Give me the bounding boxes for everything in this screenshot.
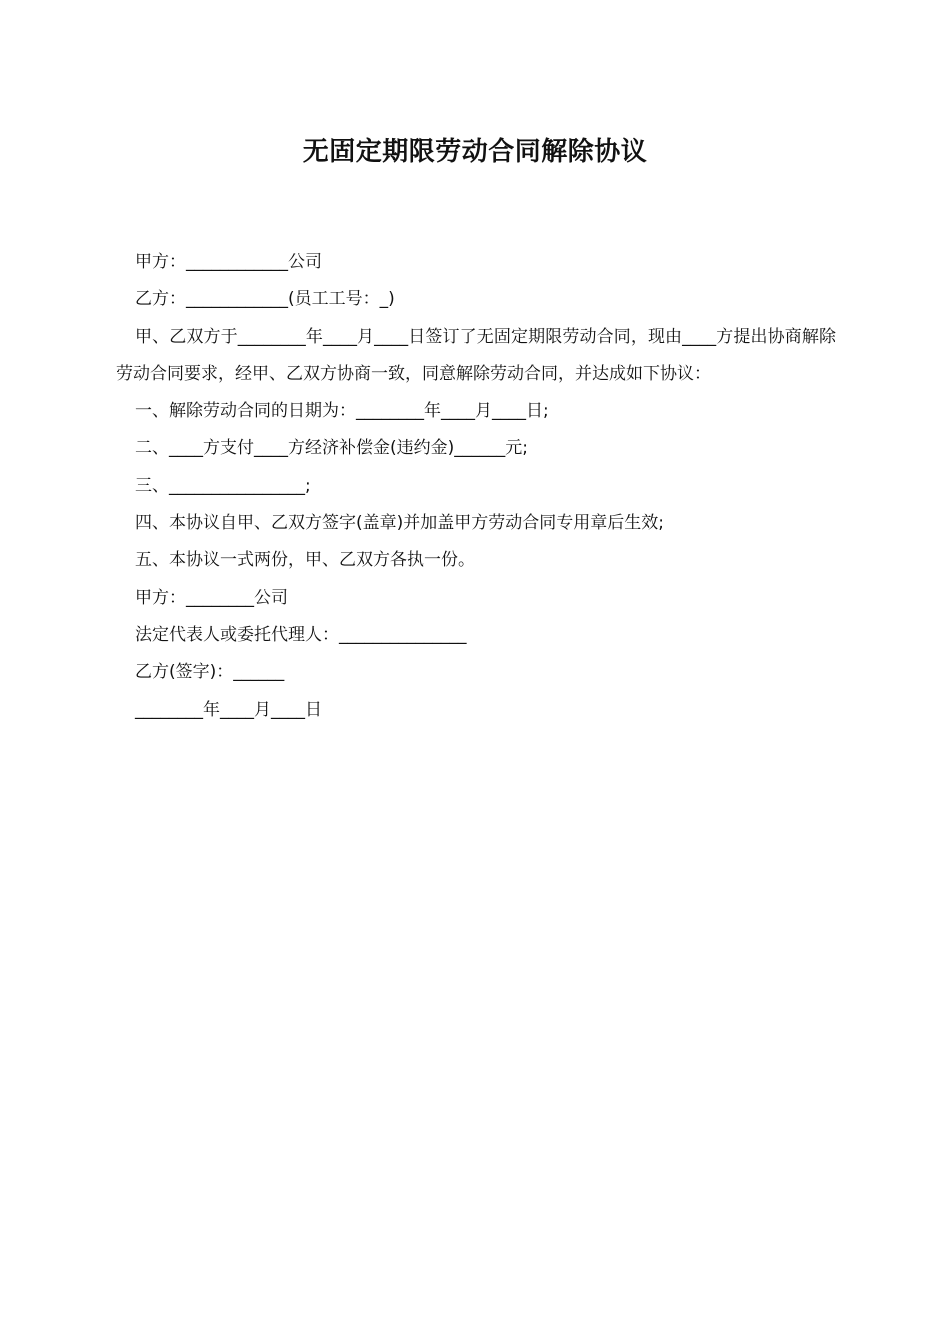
signature-legal-representative: 法定代表人或委托代理人：_______________ bbox=[135, 624, 467, 645]
party-a-line: 甲方：____________公司 bbox=[135, 252, 322, 272]
party-b-line: 乙方：____________(员工工号：_) bbox=[135, 289, 395, 310]
clause-2-compensation: 二、____方支付____方经济补偿金(违约金)______元; bbox=[135, 438, 528, 459]
agreement-intro-paragraph: 甲、乙双方于________年____月____日签订了无固定期限劳动合同，现由____方提出协商解除劳动合同要求，经甲、乙双方协商一致，同意解除劳动合同，并达成如下协议： bbox=[116, 326, 836, 384]
signature-date: ________年____月____日 bbox=[135, 699, 322, 720]
clause-1-termination-date: 一、解除劳动合同的日期为：________年____月____日; bbox=[135, 401, 549, 422]
signature-party-a: 甲方：________公司 bbox=[135, 587, 288, 608]
document-title: 无固定期限劳动合同解除协议 bbox=[302, 137, 648, 167]
signature-party-b: 乙方(签字)：______ bbox=[135, 662, 285, 683]
clause-4-effectiveness: 四、本协议自甲、乙双方签字(盖章)并加盖甲方劳动合同专用章后生效; bbox=[135, 513, 664, 534]
document-body bbox=[116, 244, 836, 729]
clause-3-blank: 三、________________; bbox=[135, 475, 311, 496]
clause-5-copies: 五、本协议一式两份，甲、乙双方各执一份。 bbox=[135, 550, 475, 571]
